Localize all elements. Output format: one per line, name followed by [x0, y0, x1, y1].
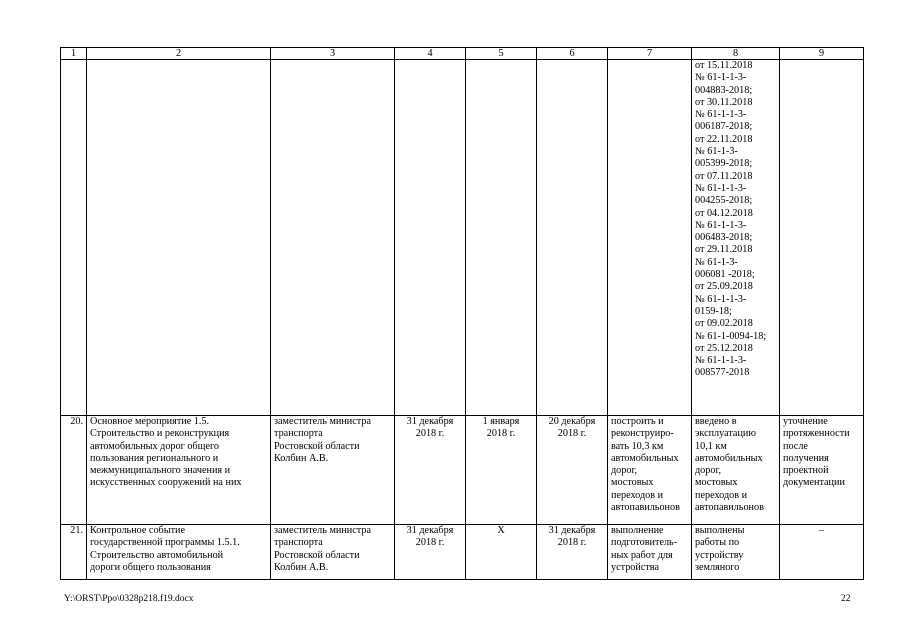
deviation-reason: уточнение протяженности после получения проектной документации: [780, 416, 864, 525]
responsible-person: заместитель министра транспорта Ростовской области Колбин А.В.: [271, 416, 395, 525]
document-table: [60, 47, 864, 580]
expertise-list-cell: от 15.11.2018 № 61-1-1-3- 004883-2018; от 30.11.2018 № 61-1-1-3- 006187-2018; от 22.11.2018 № 61-1-3- 005399-2018; от 07.11.2018 № 61-1-1-3- 004255-2018; от 04.12.2018 № 61-1-1-3- 006483-2018; от 29.11.2018 № 61-1-3- 006081 -2018; от 25.09.2018 № 61-1-1-3- 0159-18; от 09.02.2018 № 61-1-0094-18; от 25.12.2018 № 61-1-1-3- 008577-2018: [692, 60, 780, 416]
actual-result: выполнены работы по устройству земляного: [692, 525, 780, 580]
header-cell-5: 5: [466, 48, 537, 60]
header-cell-8: 8: [692, 48, 780, 60]
header-cell-6: 6: [537, 48, 608, 60]
measure-name: Контрольное событие государственной программы 1.5.1. Строительство автомобильной дороги общего пользования: [87, 525, 271, 580]
actual-end-date: 31 декабря 2018 г.: [537, 525, 608, 580]
page-number: 22: [841, 594, 851, 604]
footer-file-path: Y:\ORST\Ppo\0328p218.f19.docx: [64, 594, 194, 604]
header-cell-7: 7: [608, 48, 692, 60]
table-row-continuation: [61, 60, 864, 416]
planned-result: построить и реконструиро- вать 10,3 км автомобильных дорог, мостовых переходов и автопавильонов: [608, 416, 692, 525]
table-row-21: [61, 525, 864, 580]
header-row: [61, 48, 864, 60]
actual-end-date: 20 декабря 2018 г.: [537, 416, 608, 525]
actual-start-date: 1 января 2018 г.: [466, 416, 537, 525]
responsible-person: заместитель министра транспорта Ростовской области Колбин А.В.: [271, 525, 395, 580]
plan-end-date: 31 декабря 2018 г.: [395, 416, 466, 525]
row-number: 21.: [61, 525, 87, 580]
row-number: 20.: [61, 416, 87, 525]
header-cell-3: 3: [271, 48, 395, 60]
deviation-reason: –: [780, 525, 864, 580]
measure-name: Основное мероприятие 1.5. Строительство и реконструкция автомобильных дорог общего пользования регионального и межмуниципального значения и искусственных сооружений на них: [87, 416, 271, 525]
actual-start-date: Х: [466, 525, 537, 580]
header-cell-2: 2: [87, 48, 271, 60]
header-cell-1: 1: [61, 48, 87, 60]
actual-result: введено в эксплуатацию 10,1 км автомобильных дорог, мостовых переходов и автопавильонов: [692, 416, 780, 525]
header-cell-9: 9: [780, 48, 864, 60]
table-row-20: [61, 416, 864, 525]
plan-end-date: 31 декабря 2018 г.: [395, 525, 466, 580]
header-cell-4: 4: [395, 48, 466, 60]
planned-result: выполнение подготовитель- ных работ для устройства: [608, 525, 692, 580]
